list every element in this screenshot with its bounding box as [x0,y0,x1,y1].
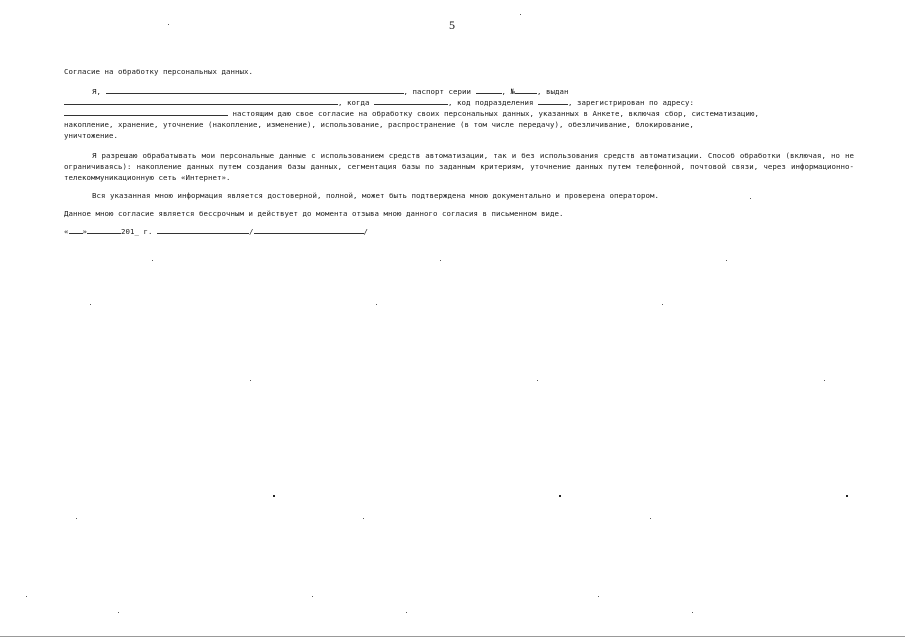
day-field[interactable] [69,226,83,234]
name-passport-line [64,86,854,97]
scan-speck [846,495,848,497]
name-transcript-field[interactable] [254,226,364,234]
address-field[interactable] [64,108,228,116]
dept-code-field[interactable] [538,97,568,105]
issued-by-field[interactable] [64,97,338,105]
scan-speck [598,596,599,597]
scan-speck [440,260,441,261]
scan-speck [650,518,651,519]
scan-speck [520,14,521,15]
issue-date-label: , когда [338,98,370,107]
scan-speck [118,612,119,613]
scan-speck [152,260,153,261]
consent-text: настоящим даю свое согласие на обработку своих персональных данных, указанных в Анкете, включая сбор, систематизацию, [232,109,759,118]
scan-speck [76,518,77,519]
issue-date-line [64,97,854,108]
date-close-quote: » [82,227,87,236]
signature-field[interactable] [157,226,249,234]
validity-paragraph: Данное мною согласие является бессрочным и действует до момента отзыва мною данного согласия в письменном виде. [64,209,564,218]
scan-speck [662,304,663,305]
scan-speck [90,304,91,305]
processing-paragraph: Я разрешаю обрабатывать мои персональные данные с использованием средств автоматизации, так и без использования средств автоматизации. Способ обработки (включая, но не ограничиваясь): накопление данных путем создания базы данных, сегментация базы по заданным критериям, уточнение данных путем телефонной, почтовой связи, через информационно-телекоммуникационную сеть «Интернет». [64,151,854,182]
scan-speck [750,198,751,199]
registered-address-label: , зарегистрирован по адресу: [568,98,694,107]
accuracy-paragraph: Вся указанная мною информация является достоверной, полной, может быть подтверждена мною документально и проверена оператором. [92,191,659,200]
i-label: Я, [92,87,101,96]
passport-number-label: , № [501,87,515,96]
passport-series-field[interactable] [476,86,502,94]
signature-end-slash: / [363,227,368,236]
consent-document [64,66,854,237]
consent-line [64,108,854,119]
page-number: 5 [449,18,455,32]
scan-speck [692,612,693,613]
passport-series-label: , паспорт серии [403,87,471,96]
year-label: 201_ г. [121,227,153,236]
passport-number-field[interactable] [515,86,537,94]
scan-speck [312,596,313,597]
signature-slash: / [249,227,254,236]
scan-speck [273,495,275,497]
scan-speck [537,380,538,381]
scan-speck [26,596,27,597]
month-field[interactable] [87,226,121,234]
scan-speck [726,260,727,261]
date-open-quote: « [64,227,69,236]
consent-line-end: уничтожение. [64,131,118,140]
consent-line-continued: накопление, хранение, уточнение (накопление, изменение), использование, распространение (в том числе передачу), обезличивание, блокирование, [64,120,694,129]
signature-line [64,226,854,237]
issued-by-label: , выдан [537,87,569,96]
page-bottom-edge [0,636,905,637]
full-name-field[interactable] [106,86,404,94]
scan-speck [406,612,407,613]
document-title: Согласие на обработку персональных данных. [64,67,253,76]
scan-speck [559,495,561,497]
scan-speck [824,380,825,381]
scan-speck [250,380,251,381]
scan-speck [363,518,364,519]
dept-code-label: , код подразделения [448,98,534,107]
scan-speck [168,24,169,25]
issue-date-field[interactable] [374,97,448,105]
scan-speck [376,304,377,305]
